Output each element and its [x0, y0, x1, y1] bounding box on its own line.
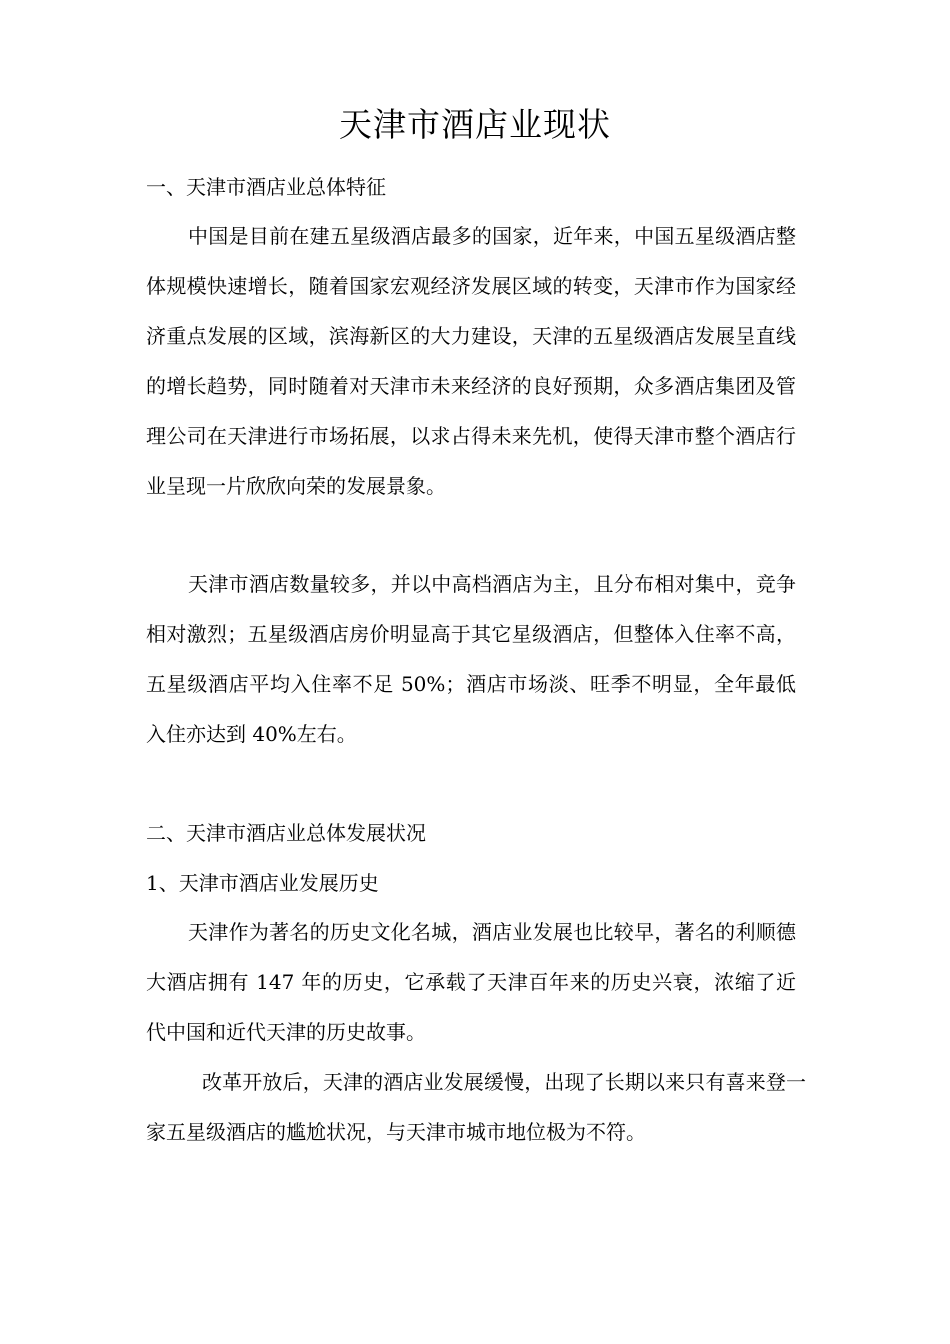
section-1-paragraph-2: 天津市酒店数量较多，并以中高档酒店为主，且分布相对集中，竞争相对激烈；五星级酒店房价明显高于其它星级酒店，但整体入住率不高，五星级酒店平均入住率不足 50%；酒店市场淡、旺季不明显，全年最低入住亦达到 40%左右。 [146, 572, 796, 746]
section-2-paragraph-2: 改革开放后，天津的酒店业发展缓慢，出现了长期以来只有喜来登一家五星级酒店的尴尬状况，与天津市城市地位极为不符。 [146, 1070, 806, 1144]
section-2-heading: 二、天津市酒店业总体发展状况 [146, 821, 426, 845]
section-2-paragraph-1: 天津作为著名的历史文化名城，酒店业发展也比较早，著名的利顺德大酒店拥有 147 年的历史，它承载了天津百年来的历史兴衰，浓缩了近代中国和近代天津的历史故事。 [146, 920, 796, 1044]
document-title: 天津市酒店业现状 [339, 105, 611, 144]
section-2-subheading: 1、天津市酒店业发展历史 [146, 871, 379, 895]
section-1-heading: 一、天津市酒店业总体特征 [146, 175, 386, 199]
section-1-paragraph-1: 中国是目前在建五星级酒店最多的国家，近年来，中国五星级酒店整体规模快速增长，随着国家宏观经济发展区域的转变，天津市作为国家经济重点发展的区域，滨海新区的大力建设，天津的五星级酒店发展呈直线的增长趋势，同时随着对天津市未来经济的良好预期，众多酒店集团及管理公司在天津进行市场拓展，以求占得未来先机，使得天津市整个酒店行业呈现一片欣欣向荣的发展景象。 [146, 224, 796, 498]
